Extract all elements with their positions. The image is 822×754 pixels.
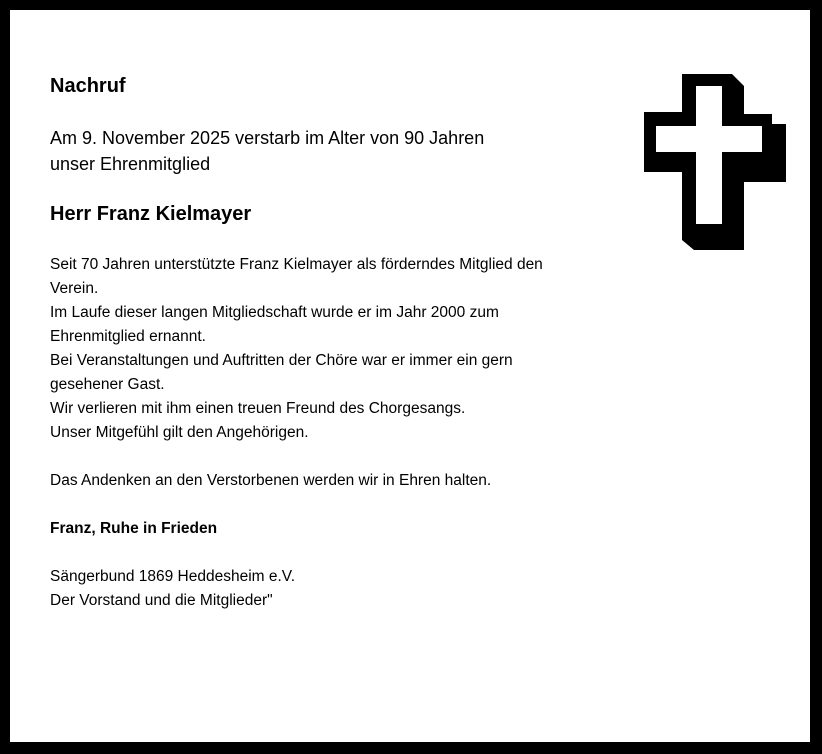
obituary-text: [50, 73, 610, 613]
cross-icon: [644, 74, 786, 250]
closing-line: Franz, Ruhe in Frieden: [50, 520, 218, 537]
obituary-page: [10, 10, 810, 742]
deceased-name: Herr Franz Kielmayer: [50, 203, 252, 225]
body-line: Im Laufe dieser langen Mitgliedschaft wurde er im Jahr 2000 zum: [50, 304, 499, 321]
remembrance-text: Das Andenken an den Verstorbenen werden wir in Ehren halten.: [50, 472, 492, 489]
signature: [50, 565, 610, 613]
body-line: Verein.: [50, 280, 99, 297]
body-line: Bei Veranstaltungen und Auftritten der Chöre war er immer ein gern: [50, 352, 513, 369]
obituary-intro: [50, 125, 610, 177]
signature-line: Der Vorstand und die Mitglieder": [50, 592, 273, 609]
body-line: Seit 70 Jahren unterstützte Franz Kielmayer als förderndes Mitglied den: [50, 256, 543, 273]
obituary-heading: Nachruf: [50, 75, 126, 97]
body-line: Wir verlieren mit ihm einen treuen Freund des Chorgesangs.: [50, 400, 466, 417]
body-line: gesehener Gast.: [50, 376, 165, 393]
intro-line: Am 9. November 2025 verstarb im Alter von 90 Jahren: [50, 128, 485, 148]
signature-line: Sängerbund 1869 Heddesheim e.V.: [50, 568, 296, 585]
body-line: Unser Mitgefühl gilt den Angehörigen.: [50, 424, 309, 441]
intro-line: unser Ehrenmitglied: [50, 154, 211, 174]
obituary-body: [50, 253, 610, 445]
body-line: Ehrenmitglied ernannt.: [50, 328, 206, 345]
